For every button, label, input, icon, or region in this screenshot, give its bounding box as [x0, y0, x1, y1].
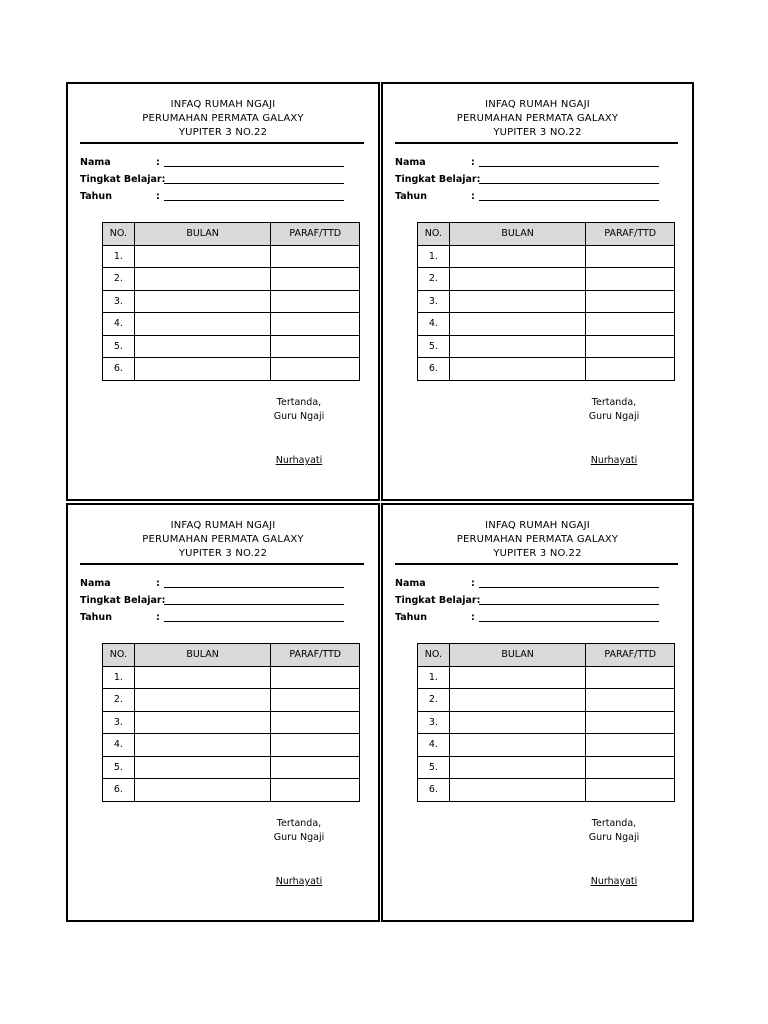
- signature-block: [264, 817, 334, 845]
- tingkat-belajar-label: Tingkat Belajar:: [395, 174, 481, 185]
- tahun-field: [395, 611, 675, 625]
- row-number: 1.: [418, 245, 450, 268]
- row-number: 6.: [103, 779, 135, 802]
- paraf-cell: [271, 313, 360, 336]
- signer-name: Nurhayati: [590, 876, 638, 887]
- card-header: [383, 519, 692, 561]
- paraf-cell: [586, 245, 675, 268]
- row-number: 3.: [418, 711, 450, 734]
- nama-label: Nama: [80, 157, 111, 168]
- table-row: [418, 358, 675, 381]
- paraf-cell: [586, 313, 675, 336]
- tahun-label: Tahun: [80, 612, 112, 623]
- row-number: 1.: [418, 666, 450, 689]
- tahun-blank-line: [164, 200, 344, 201]
- paraf-cell: [271, 245, 360, 268]
- colon: :: [156, 578, 160, 589]
- signer-name: Nurhayati: [275, 455, 323, 466]
- bulan-cell: [449, 358, 586, 381]
- bulan-cell: [134, 666, 271, 689]
- nama-field: [395, 577, 675, 591]
- row-number: 6.: [418, 358, 450, 381]
- nama-field: [395, 156, 675, 170]
- tahun-blank-line: [479, 621, 659, 622]
- paraf-cell: [586, 335, 675, 358]
- tingkat-belajar-blank-line: [164, 604, 344, 605]
- row-number: 6.: [103, 358, 135, 381]
- colon: :: [471, 578, 475, 589]
- row-number: 2.: [103, 268, 135, 291]
- col-header-paraf: PARAF/TTD: [586, 644, 675, 667]
- tertanda-text: Tertanda,: [591, 818, 637, 829]
- paraf-cell: [586, 756, 675, 779]
- infaq-card: [381, 503, 694, 922]
- signer-name: Nurhayati: [590, 455, 638, 466]
- table-header-row: [103, 644, 360, 667]
- tingkat-belajar-field: [395, 594, 675, 608]
- col-header-paraf: PARAF/TTD: [271, 644, 360, 667]
- bulan-cell: [134, 335, 271, 358]
- nama-label: Nama: [395, 578, 426, 589]
- bulan-cell: [134, 268, 271, 291]
- tingkat-belajar-label: Tingkat Belajar:: [80, 595, 166, 606]
- nama-blank-line: [164, 166, 344, 167]
- col-header-paraf: PARAF/TTD: [271, 223, 360, 246]
- table-row: [418, 268, 675, 291]
- infaq-table: [102, 222, 360, 381]
- tingkat-belajar-label: Tingkat Belajar:: [395, 595, 481, 606]
- table-row: [418, 666, 675, 689]
- header-title: INFAQ RUMAH NGAJI: [170, 99, 276, 110]
- colon: :: [471, 612, 475, 623]
- row-number: 5.: [418, 756, 450, 779]
- paraf-cell: [271, 756, 360, 779]
- table-row: [103, 290, 360, 313]
- bulan-cell: [134, 245, 271, 268]
- tingkat-belajar-blank-line: [164, 183, 344, 184]
- paraf-cell: [586, 268, 675, 291]
- tertanda-text: Tertanda,: [276, 397, 322, 408]
- bulan-cell: [449, 779, 586, 802]
- bulan-cell: [134, 734, 271, 757]
- card-header: [68, 519, 378, 561]
- table-row: [103, 335, 360, 358]
- paraf-cell: [271, 268, 360, 291]
- tahun-label: Tahun: [395, 191, 427, 202]
- nama-label: Nama: [80, 578, 111, 589]
- nama-blank-line: [479, 166, 659, 167]
- paraf-cell: [271, 358, 360, 381]
- header-divider: [395, 142, 678, 144]
- nama-field: [80, 156, 360, 170]
- row-number: 6.: [418, 779, 450, 802]
- tahun-field: [395, 190, 675, 204]
- nama-blank-line: [479, 587, 659, 588]
- row-number: 5.: [103, 335, 135, 358]
- tingkat-belajar-field: [395, 173, 675, 187]
- table-row: [418, 335, 675, 358]
- tahun-field: [80, 190, 360, 204]
- row-number: 4.: [103, 734, 135, 757]
- table-row: [418, 689, 675, 712]
- tertanda-text: Tertanda,: [591, 397, 637, 408]
- colon: :: [156, 191, 160, 202]
- row-number: 2.: [418, 268, 450, 291]
- infaq-table: [417, 222, 675, 381]
- header-divider: [80, 142, 364, 144]
- bulan-cell: [449, 313, 586, 336]
- header-address: YUPITER 3 NO.22: [493, 127, 582, 138]
- header-subtitle: PERUMAHAN PERMATA GALAXY: [456, 534, 619, 545]
- paraf-cell: [586, 689, 675, 712]
- bulan-cell: [449, 335, 586, 358]
- col-header-no: NO.: [418, 223, 450, 246]
- infaq-card: [66, 503, 380, 922]
- row-number: 5.: [418, 335, 450, 358]
- tingkat-belajar-field: [80, 173, 360, 187]
- paraf-cell: [271, 779, 360, 802]
- paraf-cell: [586, 734, 675, 757]
- bulan-cell: [449, 756, 586, 779]
- header-divider: [80, 563, 364, 565]
- colon: :: [156, 157, 160, 168]
- table-header-row: [418, 223, 675, 246]
- tingkat-belajar-blank-line: [479, 604, 659, 605]
- table-row: [103, 779, 360, 802]
- tingkat-belajar-blank-line: [479, 183, 659, 184]
- guru-ngaji-text: Guru Ngaji: [588, 832, 640, 843]
- header-address: YUPITER 3 NO.22: [178, 548, 268, 559]
- signature-block: [264, 396, 334, 424]
- paraf-cell: [586, 666, 675, 689]
- header-address: YUPITER 3 NO.22: [493, 548, 582, 559]
- bulan-cell: [449, 711, 586, 734]
- table-row: [103, 756, 360, 779]
- header-divider: [395, 563, 678, 565]
- paraf-cell: [586, 711, 675, 734]
- guru-ngaji-text: Guru Ngaji: [588, 411, 640, 422]
- tingkat-belajar-field: [80, 594, 360, 608]
- paraf-cell: [586, 290, 675, 313]
- signature-block: [579, 396, 649, 424]
- row-number: 1.: [103, 666, 135, 689]
- row-number: 3.: [103, 290, 135, 313]
- col-header-bulan: BULAN: [134, 644, 271, 667]
- table-row: [418, 779, 675, 802]
- table-row: [103, 358, 360, 381]
- row-number: 2.: [418, 689, 450, 712]
- bulan-cell: [449, 245, 586, 268]
- table-row: [418, 734, 675, 757]
- paraf-cell: [271, 711, 360, 734]
- bulan-cell: [134, 711, 271, 734]
- tahun-field: [80, 611, 360, 625]
- colon: :: [471, 191, 475, 202]
- tahun-label: Tahun: [80, 191, 112, 202]
- bulan-cell: [449, 268, 586, 291]
- table-row: [103, 689, 360, 712]
- table-row: [103, 734, 360, 757]
- bulan-cell: [449, 734, 586, 757]
- tertanda-text: Tertanda,: [276, 818, 322, 829]
- table-row: [418, 711, 675, 734]
- col-header-no: NO.: [103, 644, 135, 667]
- paraf-cell: [586, 358, 675, 381]
- header-subtitle: PERUMAHAN PERMATA GALAXY: [142, 113, 304, 124]
- table-header-row: [418, 644, 675, 667]
- paraf-cell: [586, 779, 675, 802]
- colon: :: [471, 157, 475, 168]
- card-header: [383, 98, 692, 140]
- card-header: [68, 98, 378, 140]
- header-title: INFAQ RUMAH NGAJI: [170, 520, 276, 531]
- table-row: [418, 313, 675, 336]
- row-number: 2.: [103, 689, 135, 712]
- table-row: [418, 245, 675, 268]
- col-header-bulan: BULAN: [449, 644, 586, 667]
- signature-block: [579, 817, 649, 845]
- signer-name: Nurhayati: [275, 876, 323, 887]
- table-row: [418, 290, 675, 313]
- col-header-bulan: BULAN: [449, 223, 586, 246]
- table-row: [103, 268, 360, 291]
- header-title: INFAQ RUMAH NGAJI: [485, 99, 590, 110]
- bulan-cell: [134, 290, 271, 313]
- bulan-cell: [134, 313, 271, 336]
- col-header-no: NO.: [418, 644, 450, 667]
- bulan-cell: [134, 756, 271, 779]
- tahun-label: Tahun: [395, 612, 427, 623]
- infaq-card: [66, 82, 380, 501]
- row-number: 4.: [103, 313, 135, 336]
- infaq-table: [102, 643, 360, 802]
- bulan-cell: [134, 689, 271, 712]
- paraf-cell: [271, 666, 360, 689]
- row-number: 4.: [418, 734, 450, 757]
- row-number: 3.: [418, 290, 450, 313]
- paraf-cell: [271, 290, 360, 313]
- col-header-bulan: BULAN: [134, 223, 271, 246]
- row-number: 4.: [418, 313, 450, 336]
- bulan-cell: [134, 779, 271, 802]
- bulan-cell: [134, 358, 271, 381]
- header-address: YUPITER 3 NO.22: [178, 127, 268, 138]
- table-row: [418, 756, 675, 779]
- bulan-cell: [449, 290, 586, 313]
- guru-ngaji-text: Guru Ngaji: [273, 411, 325, 422]
- paraf-cell: [271, 335, 360, 358]
- nama-field: [80, 577, 360, 591]
- table-row: [103, 313, 360, 336]
- row-number: 5.: [103, 756, 135, 779]
- bulan-cell: [449, 666, 586, 689]
- table-row: [103, 666, 360, 689]
- header-subtitle: PERUMAHAN PERMATA GALAXY: [456, 113, 619, 124]
- table-header-row: [103, 223, 360, 246]
- paraf-cell: [271, 734, 360, 757]
- row-number: 1.: [103, 245, 135, 268]
- header-title: INFAQ RUMAH NGAJI: [485, 520, 590, 531]
- nama-label: Nama: [395, 157, 426, 168]
- tahun-blank-line: [164, 621, 344, 622]
- table-row: [103, 245, 360, 268]
- header-subtitle: PERUMAHAN PERMATA GALAXY: [142, 534, 304, 545]
- bulan-cell: [449, 689, 586, 712]
- nama-blank-line: [164, 587, 344, 588]
- tingkat-belajar-label: Tingkat Belajar:: [80, 174, 166, 185]
- colon: :: [156, 612, 160, 623]
- col-header-paraf: PARAF/TTD: [586, 223, 675, 246]
- tahun-blank-line: [479, 200, 659, 201]
- row-number: 3.: [103, 711, 135, 734]
- infaq-card: [381, 82, 694, 501]
- table-row: [103, 711, 360, 734]
- guru-ngaji-text: Guru Ngaji: [273, 832, 325, 843]
- infaq-table: [417, 643, 675, 802]
- col-header-no: NO.: [103, 223, 135, 246]
- paraf-cell: [271, 689, 360, 712]
